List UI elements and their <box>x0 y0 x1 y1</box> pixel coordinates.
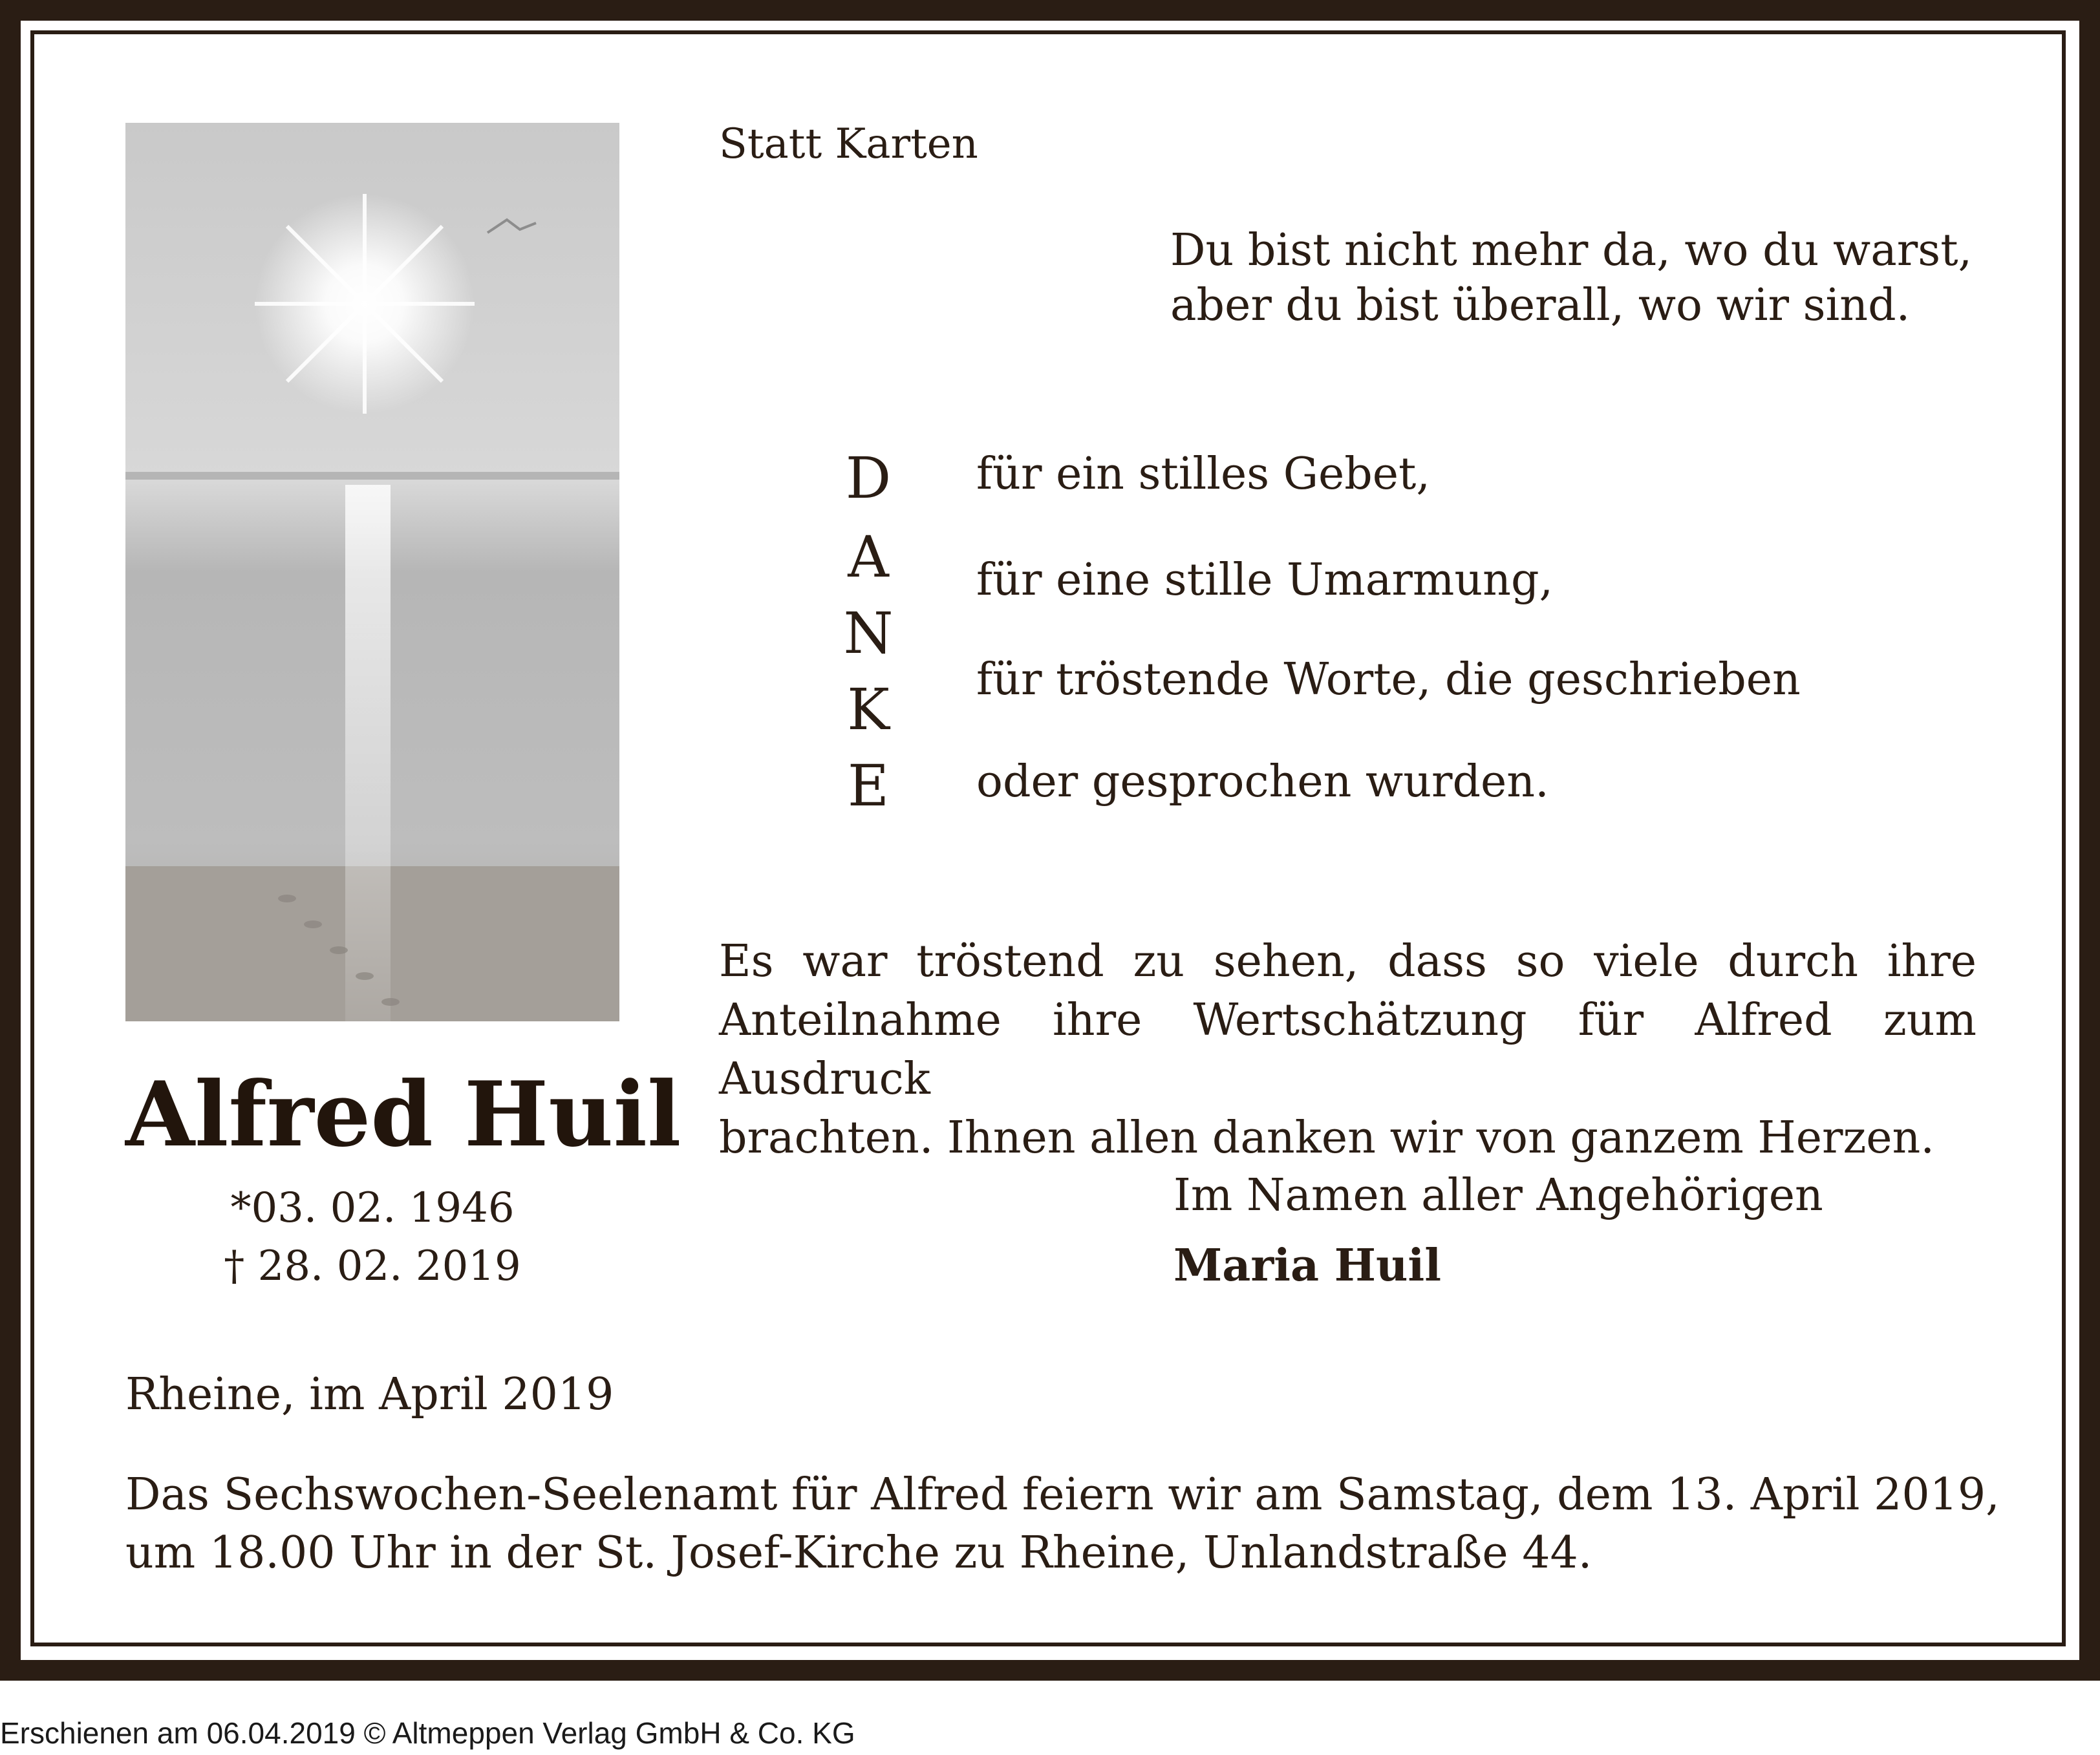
quote-line-2: aber du bist überall, wo wir sind. <box>1170 280 1911 331</box>
signature-name: Maria Huil <box>1173 1240 1442 1292</box>
paragraph-line-3: brachten. Ihnen allen danken wir von ganzem Herzen. <box>719 1112 1934 1164</box>
birth-date: *03. 02. 1946 <box>230 1184 515 1232</box>
memorial-photo <box>125 123 619 1021</box>
death-date: † 28. 02. 2019 <box>224 1242 521 1290</box>
danke-letter-e: E <box>847 752 890 819</box>
danke-letter-k: K <box>847 676 890 743</box>
danke-letter-a: A <box>848 524 889 590</box>
place-date: Rheine, im April 2019 <box>125 1369 614 1420</box>
thank-you-paragraph <box>719 932 1977 1167</box>
danke-letter-n: N <box>843 600 894 666</box>
quote-line-1: Du bist nicht mehr da, wo du warst, <box>1170 225 1973 276</box>
paragraph-line-2: Anteilnahme ihre Wertschätzung für Alfred zum Ausdruck <box>719 995 1977 1105</box>
danke-line-4: oder gesprochen wurden. <box>976 756 1549 807</box>
service-line-1: Das Sechswochen-Seelenamt für Alfred feiern wir am Samstag, dem 13. April 2019, <box>125 1469 2000 1520</box>
signature-intro: Im Namen aller Angehörigen <box>1173 1170 1823 1221</box>
paragraph-line-1: Es war tröstend zu sehen, dass so viele durch ihre <box>719 936 1977 987</box>
service-announcement <box>125 1466 2000 1582</box>
deceased-name: Alfred Huil <box>125 1061 681 1167</box>
service-line-2: um 18.00 Uhr in der St. Josef-Kirche zu Rheine, Unlandstraße 44. <box>125 1527 1592 1579</box>
danke-line-2: für eine stille Umarmung, <box>976 555 1554 606</box>
sun-over-sea-image <box>125 123 619 1021</box>
copyright-line: Erschienen am 06.04.2019 © Altmeppen Verlag GmbH & Co. KG <box>0 1716 855 1750</box>
danke-line-1: für ein stilles Gebet, <box>976 449 1430 500</box>
header-statt-karten: Statt Karten <box>719 120 978 168</box>
danke-letter-d: D <box>845 445 892 511</box>
danke-line-3: für tröstende Worte, die geschrieben <box>976 654 1801 705</box>
